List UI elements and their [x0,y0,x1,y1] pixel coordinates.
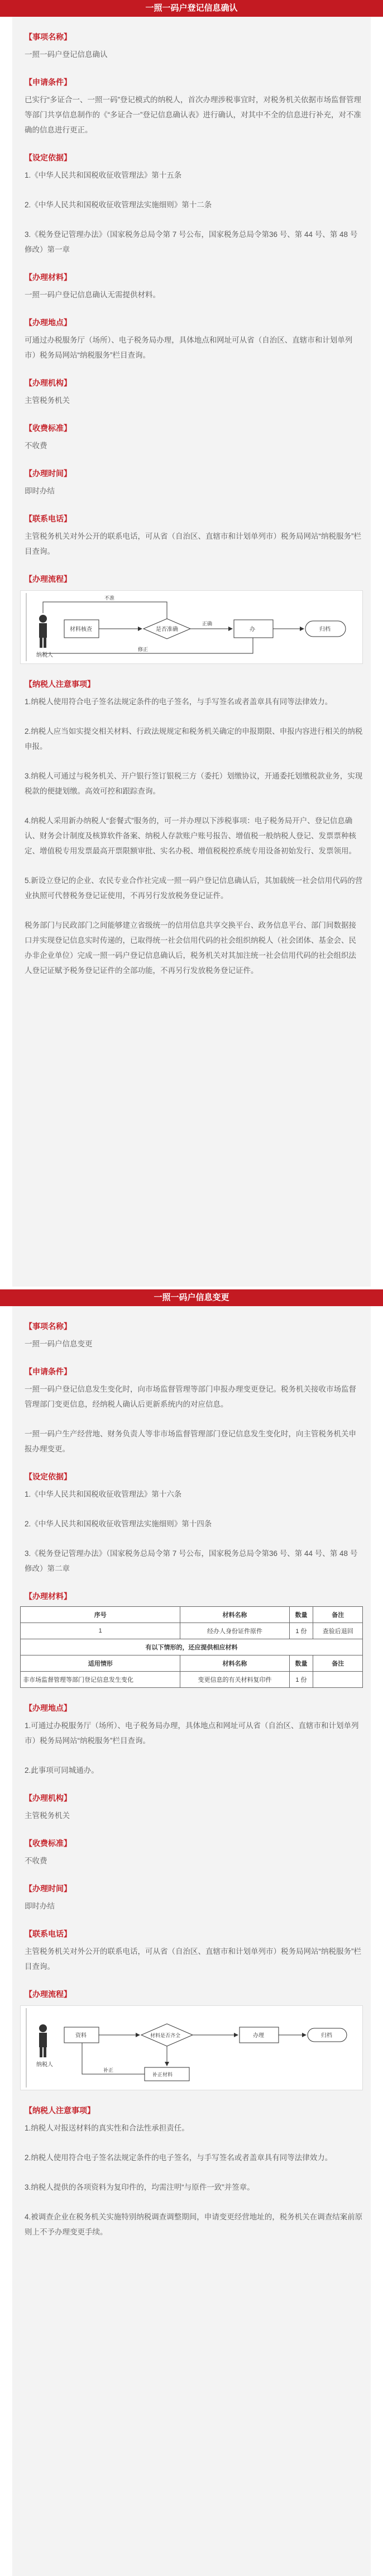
time-text: 即时办结 [25,1902,55,1910]
table-cell: 非市场监督管理等部门登记信息发生变化 [21,1672,180,1688]
note-item: 4.被调查企业在税务机关实施特别纳税调查调整期间，申请变更经营地址的，税务机关在调查结案前原则上不予办理变更手续。 [25,2213,363,2236]
heading-fee: 【收费标准】 [25,424,71,433]
basis-item: 3.《税务登记管理办法》（国家税务总局令第 7 号公布，国家税务总局令第36 号、第 44 号、第 48 号修改）第二章 [25,1549,358,1573]
materials-text: 一照一码户登记信息确认无需提供材料。 [25,291,160,299]
note-item: 税务部门与民政部门之间能够建立省级统一的信用信息共享交换平台、政务信息平台、部门间数据接口并实现登记信息实时传递的，已取得统一社会信用代码的社会组织纳税人（社会团体、基金会、民办非企业单位）完成一照一码户登记信息确认后，税务机关对其加注统一社会信用代码的社会组织法人登记证赋予税务登记证件的全部功能，不再另行发放税务登记证件。 [25,921,356,975]
flow-decision-label: 是否准确 [156,627,178,633]
heading-basis: 【设定依据】 [25,153,71,162]
note-item: 3.纳税人可通过与税务机关、开户银行签订银税三方（委托）划缴协议，开通委托划缴税款业务，实现税款的便捷划缴。高效可控和跟踪查询。 [25,772,363,795]
note-item: 2.纳税人应当如实提交相关材料、行政法规规定和税务机关确定的申报期限、申报内容进行相关的纳税申报。 [25,727,363,751]
flow-box-handle-label: 办理 [253,2033,264,2039]
contact-text: 主管税务机关对外公开的联系电话，可从省（自治区、直辖市和计划单列市）税务局网站“纳税服务”栏目查询。 [25,1947,361,1971]
table-cell [313,1672,363,1688]
heading-fee: 【收费标准】 [25,1839,71,1848]
note-item: 3.纳税人提供的各项资料为复印件的，均需注明“与原件一致”并签章。 [25,2183,255,2191]
table-row [21,1623,363,1639]
flowchart [21,591,362,663]
heading-notes: 【纳税人注意事项】 [25,2106,95,2115]
heading-time: 【办理时间】 [25,469,71,478]
section-info-change [0,1289,383,2576]
flow-diagram [20,2005,363,2090]
heading-notes: 【纳税人注意事项】 [25,680,95,689]
table-row [21,1672,363,1688]
table-subheader-row [21,1655,363,1672]
note-item: 1.纳税人对报送材料的真实性和合法性承担责任。 [25,2124,189,2132]
section-registration-confirm [0,0,383,1287]
section-title: 一照一码户信息变更 [0,1289,383,1306]
flow-box-archive-label: 归档 [319,627,331,633]
flow-box-materials-label: 材料核查 [70,627,92,633]
heading-flow: 【办理流程】 [25,575,71,583]
flow-diagram [20,590,363,664]
table-cell: 查验后退回 [313,1623,363,1639]
heading-flow: 【办理流程】 [25,1990,71,1999]
table-header: 数量 [289,1607,313,1623]
time-text: 即时办结 [25,487,55,495]
heading-materials: 【办理材料】 [25,273,71,282]
note-item: 5.新设立登记的企业、农民专业合作社完成一照一码户登记信息确认后，其加载统一社会信用代码的营业执照可代替税务登记证使用，不再另行发放税务登记证件。 [25,876,363,900]
table-header: 备注 [313,1607,363,1623]
table-header: 数量 [289,1655,313,1672]
heading-place: 【办理地点】 [25,1704,71,1712]
table-cell: 1 份 [289,1623,313,1639]
basis-item: 1.《中华人民共和国税收征收管理法》第十五条 [25,171,182,179]
basis-item: 2.《中华人民共和国税收征收管理法实施细则》第十四条 [25,1520,212,1528]
materials-table [20,1606,363,1688]
heading-place: 【办理地点】 [25,318,71,327]
heading-item-name: 【事项名称】 [25,1322,71,1331]
item-name: 一照一码户登记信息确认 [25,50,108,59]
table-subtitle-row [21,1639,363,1655]
table-header: 备注 [313,1655,363,1672]
person-icon [39,615,47,648]
table-cell: 1 [21,1623,180,1639]
fee-text: 不收费 [25,1857,47,1865]
condition-text: 已实行“多证合一、一照一码”登记模式的纳税人，首次办理涉税事宜时，对税务机关依据市场监督管理等部门共享信息制作的《“多证合一”登记信息确认表》进行确认，对其中不全的信息进行补充，对不准确的信息进行更正。 [25,96,361,134]
place-text: 1.可通过办税服务厅（场所）、电子税务局办理，具体地点和网址可从省（自治区、直辖市和计划单列市）税务局网站“纳税服务”栏目查询。 [25,1721,359,1745]
heading-org: 【办理机构】 [25,1794,71,1802]
table-header: 材料名称 [180,1655,289,1672]
basis-item: 3.《税务登记管理办法》（国家税务总局令第 7 号公布，国家税务总局令第36 号、第 44 号、第 48 号修改）第一章 [25,230,358,254]
flow-reject-label: 补正材料 [152,2072,173,2077]
flow-return-label: 修正 [138,647,149,652]
place-text: 可通过办税服务厅（场所）、电子税务局办理，具体地点和网址可从省（自治区、直辖市和计划单列市）税务局网站“纳税服务”栏目查询。 [25,336,353,359]
flow-correct-label: 正确 [202,621,213,627]
flowchart [21,2006,362,2090]
heading-basis: 【设定依据】 [25,1472,71,1481]
basis-item: 2.《中华人民共和国税收征收管理法实施细则》第十二条 [25,201,212,209]
note-item: 4.纳税人采用新办纳税人“套餐式”服务的，可一并办理以下涉税事项：电子税务局开户、登记信息确认、财务会计制度及核算软件备案、纳税人存款账户账号报告、增值税一般纳税人登记、发票票种核定、增值税专用发票最高开票限额审批、实名办税、增值税税控系统专用设备初始发行、发票领用。 [25,817,356,855]
heading-condition: 【申请条件】 [25,1367,71,1376]
note-item: 1.纳税人使用符合电子签名法规定条件的电子签名，与手写签名或者盖章具有同等法律效力。 [25,698,333,706]
content-panel [12,1306,371,2576]
flow-actor: 纳税人 [36,652,53,658]
flow-box-confirm-label: 办 [250,627,255,633]
heading-condition: 【申请条件】 [25,78,71,87]
org-text: 主管税务机关 [25,396,70,405]
heading-item-name: 【事项名称】 [25,32,71,41]
place-text: 2.此事项可同城通办。 [25,1766,99,1775]
table-subtitle: 有以下情形的，还应提供相应材料 [21,1639,363,1655]
flow-reject-label: 不准 [104,595,115,601]
table-cell: 1 份 [289,1672,313,1688]
flow-decision-label: 材料是否齐全 [150,2033,181,2038]
flow-actor: 纳税人 [36,2062,53,2068]
note-item: 2.纳税人使用符合电子签名法规定条件的电子签名，与手写签名或者盖章具有同等法律效力。 [25,2153,333,2162]
item-name: 一照一码户信息变更 [25,1340,93,1348]
table-header-row [21,1607,363,1623]
fee-text: 不收费 [25,442,47,450]
section-title: 一照一码户登记信息确认 [0,0,383,17]
heading-time: 【办理时间】 [25,1884,71,1893]
heading-contact: 【联系电话】 [25,514,71,523]
org-text: 主管税务机关 [25,1811,70,1820]
contact-text: 主管税务机关对外公开的联系电话，可从省（自治区、直辖市和计划单列市）税务局网站“纳税服务”栏目查询。 [25,532,361,556]
condition-text: 一照一码户生产经营地、财务负责人等非市场监督管理部门登记信息发生变化时，向主管税务机关申报办理变更。 [25,1430,356,1453]
heading-materials: 【办理材料】 [25,1592,71,1601]
table-cell: 变更信息的有关材料复印件 [180,1672,289,1688]
person-icon [39,2024,47,2057]
condition-text: 一照一码户登记信息发生变化时，向市场监督管理等部门申报办理变更登记。税务机关接收市场监督管理部门变更信息，经纳税人确认后更新系统内的对应信息。 [25,1385,356,1408]
flow-return-label: 补正 [103,2067,114,2073]
table-header: 适用情形 [21,1655,180,1672]
table-header: 材料名称 [180,1607,289,1623]
heading-contact: 【联系电话】 [25,1929,71,1938]
flow-box-materials-label: 资料 [75,2033,87,2039]
table-header: 序号 [21,1607,180,1623]
content-panel [12,17,371,1287]
basis-item: 1.《中华人民共和国税收征收管理法》第十六条 [25,1490,182,1498]
heading-org: 【办理机构】 [25,378,71,387]
flow-box-archive-label: 归档 [321,2033,332,2039]
table-cell: 经办人身份证件原件 [180,1623,289,1639]
